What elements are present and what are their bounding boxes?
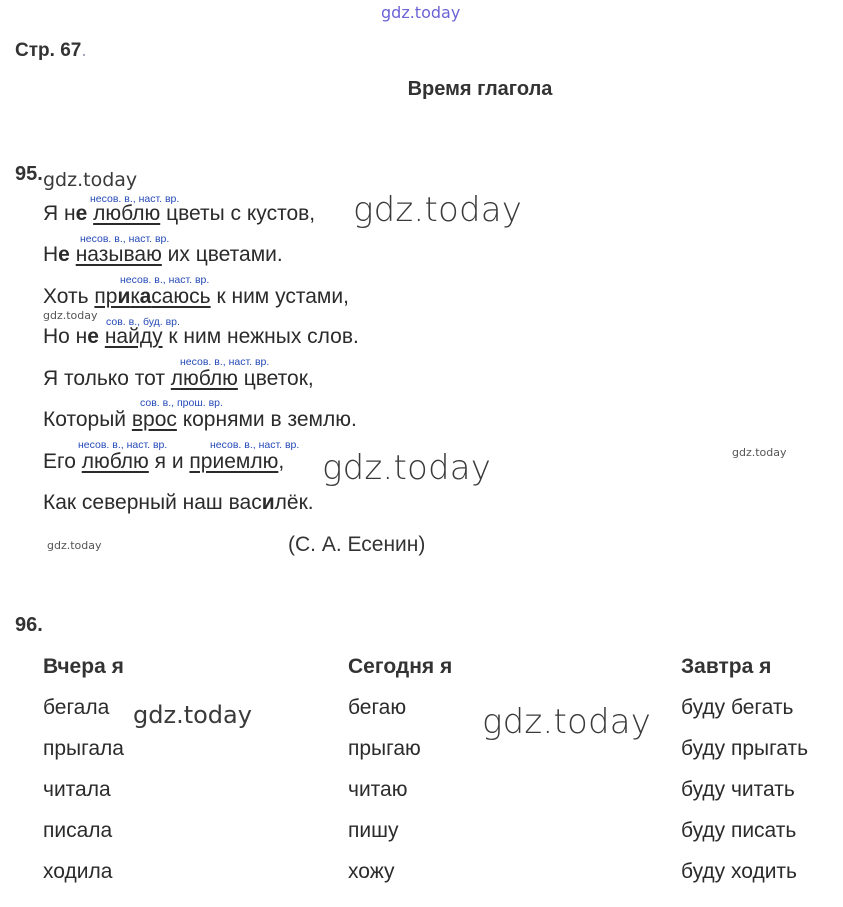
cell-future: буду прыгать bbox=[681, 737, 809, 760]
page-label: Стр. 67. bbox=[15, 40, 87, 61]
note-lyublyu-3: несов. в., наст. вр. bbox=[78, 439, 168, 451]
cell-future: буду писать bbox=[681, 819, 797, 842]
cell-past: прыгала bbox=[43, 737, 124, 760]
cell-past: ходила bbox=[43, 860, 113, 883]
watermark-small-3: gdz.today bbox=[47, 539, 102, 552]
poem-line-3: Хоть прикасаюсь к ним устами, bbox=[43, 285, 349, 308]
poem-line-6: Который врос корнями в землю. bbox=[43, 408, 357, 431]
note-lyublyu-1: несов. в., наст. вр. bbox=[90, 193, 180, 205]
exercise-96-number: 96. bbox=[15, 614, 43, 636]
watermark-small-2: gdz.today bbox=[732, 446, 787, 459]
cell-future: буду ходить bbox=[681, 860, 797, 883]
note-vros: сов. в., прош. вр. bbox=[140, 397, 223, 409]
cell-present: читаю bbox=[348, 778, 408, 801]
watermark-table-2: gdz.today bbox=[482, 702, 652, 742]
watermark-small-1: gdz.today bbox=[43, 309, 98, 322]
cell-past: читала bbox=[43, 778, 111, 801]
cell-past: писала bbox=[43, 819, 113, 842]
column-header-yesterday: Вчера я bbox=[43, 655, 124, 678]
cell-present: пишу bbox=[348, 819, 399, 842]
column-header-tomorrow: Завтра я bbox=[681, 655, 772, 678]
column-header-today: Сегодня я bbox=[348, 655, 453, 678]
poem-line-8: Как северный наш василёк. bbox=[43, 491, 314, 514]
note-nazyvayu: несов. в., наст. вр. bbox=[80, 233, 170, 245]
watermark-top: gdz.today bbox=[381, 3, 461, 22]
note-naydu: сов. в., буд. вр. bbox=[106, 316, 180, 328]
poem-line-5: Я только тот люблю цветок, bbox=[43, 367, 314, 390]
cell-present: бегаю bbox=[348, 696, 407, 719]
poem-line-2: Не называю их цветами. bbox=[43, 243, 283, 266]
poem-line-7: Его люблю я и приемлю, bbox=[43, 450, 285, 473]
exercise-95-number: 95. bbox=[15, 163, 43, 185]
cell-future: буду читать bbox=[681, 778, 795, 801]
cell-future: буду бегать bbox=[681, 696, 794, 719]
note-prikasayus: несов. в., наст. вр. bbox=[120, 274, 210, 286]
poem-line-1: Я не люблю цветы с кустов, bbox=[43, 202, 316, 225]
watermark-table-1: gdz.today bbox=[133, 701, 252, 729]
page-title: Время глагола bbox=[407, 78, 553, 100]
watermark-large-1: gdz.today bbox=[353, 190, 523, 230]
poem-author: (С. А. Есенин) bbox=[288, 533, 426, 556]
note-lyublyu-2: несов. в., наст. вр. bbox=[180, 356, 270, 368]
note-priemlyu: несов. в., наст. вр. bbox=[210, 439, 300, 451]
watermark-95: gdz.today bbox=[43, 169, 138, 191]
poem-line-4: Но не найду к ним нежных слов. bbox=[43, 325, 359, 348]
cell-past: бегала bbox=[43, 696, 110, 719]
watermark-large-2: gdz.today bbox=[322, 448, 492, 488]
cell-present: прыгаю bbox=[348, 737, 421, 760]
cell-present: хожу bbox=[348, 860, 395, 883]
